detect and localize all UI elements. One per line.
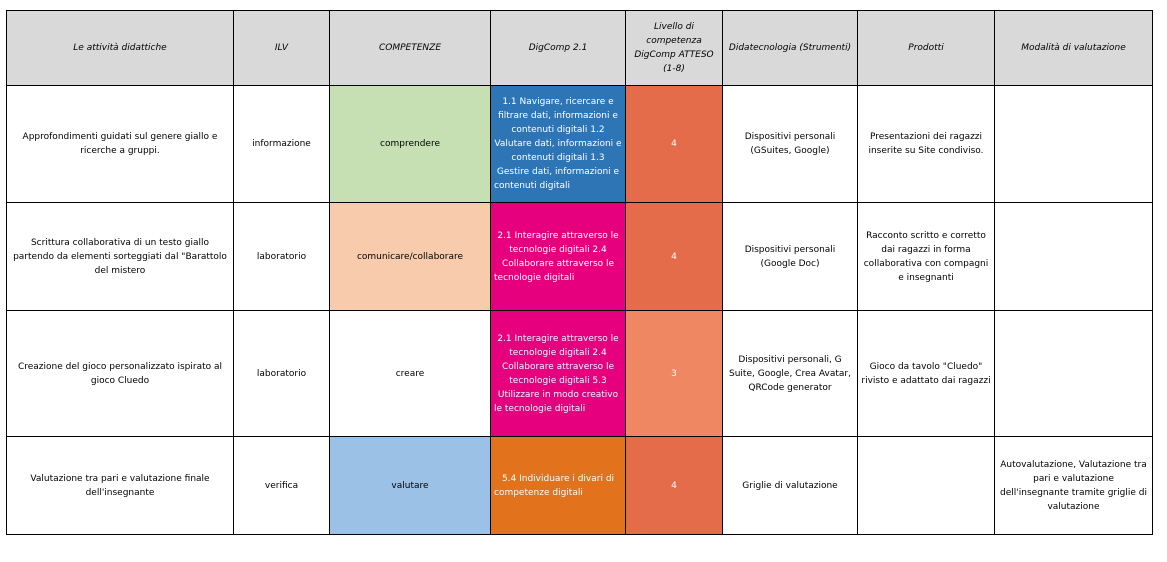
header-ilv: ILV — [234, 11, 330, 86]
competenza-cell: valutare — [330, 437, 491, 535]
tech-cell: Griglie di valutazione — [723, 437, 858, 535]
digcomp-cell: 5.4 Individuare i divari di competenze digitali — [491, 437, 626, 535]
table-row — [7, 437, 1153, 535]
products-cell — [858, 437, 995, 535]
products-cell: Gioco da tavolo "Cluedo" rivisto e adattato dai ragazzi — [858, 311, 995, 437]
tech-cell: Dispositivi personali (Google Doc) — [723, 203, 858, 311]
level-cell: 4 — [626, 86, 723, 203]
activity-cell: Approfondimenti guidati sul genere giallo e ricerche a gruppi. — [7, 86, 234, 203]
ilv-cell: informazione — [234, 86, 330, 203]
competency-table — [6, 10, 1153, 535]
assessment-cell — [995, 86, 1153, 203]
level-cell: 4 — [626, 203, 723, 311]
activity-cell: Creazione del gioco personalizzato ispirato al gioco Cluedo — [7, 311, 234, 437]
header-assessment: Modalità di valutazione — [995, 11, 1153, 86]
header-tech: Didatecnologia (Strumenti) — [723, 11, 858, 86]
table-row — [7, 86, 1153, 203]
level-cell: 3 — [626, 311, 723, 437]
competenza-cell: comunicare/collaborare — [330, 203, 491, 311]
assessment-cell — [995, 311, 1153, 437]
level-cell: 4 — [626, 437, 723, 535]
header-products: Prodotti — [858, 11, 995, 86]
digcomp-cell: 1.1 Navigare, ricercare e filtrare dati, informazioni e contenuti digitali 1.2 Valutare dati, informazioni e contenuti digitali 1.3 Gestire dati, informazioni e contenuti digitali — [491, 86, 626, 203]
products-cell: Presentazioni dei ragazzi inserite su Site condiviso. — [858, 86, 995, 203]
table-row — [7, 311, 1153, 437]
ilv-cell: verifica — [234, 437, 330, 535]
header-row — [7, 11, 1153, 86]
digcomp-cell: 2.1 Interagire attraverso le tecnologie digitali 2.4 Collaborare attraverso le tecnologie digitali — [491, 203, 626, 311]
tech-cell: Dispositivi personali, G Suite, Google, Crea Avatar, QRCode generator — [723, 311, 858, 437]
products-cell: Racconto scritto e corretto dai ragazzi in forma collaborativa con compagni e insegnanti — [858, 203, 995, 311]
activity-cell: Scrittura collaborativa di un testo giallo partendo da elementi sorteggiati dal "Barattolo del mistero — [7, 203, 234, 311]
competenza-cell: creare — [330, 311, 491, 437]
header-level: Livello di competenza DigComp ATTESO (1-8) — [626, 11, 723, 86]
activity-cell: Valutazione tra pari e valutazione finale dell'insegnante — [7, 437, 234, 535]
competenza-cell: comprendere — [330, 86, 491, 203]
ilv-cell: laboratorio — [234, 203, 330, 311]
assessment-cell — [995, 203, 1153, 311]
digcomp-cell: 2.1 Interagire attraverso le tecnologie digitali 2.4 Collaborare attraverso le tecnologie digitali 5.3 Utilizzare in modo creativo le tecnologie digitali — [491, 311, 626, 437]
table-row — [7, 203, 1153, 311]
tech-cell: Dispositivi personali (GSuites, Google) — [723, 86, 858, 203]
ilv-cell: laboratorio — [234, 311, 330, 437]
assessment-cell: Autovalutazione, Valutazione tra pari e valutazione dell'insegnante tramite griglie di valutazione — [995, 437, 1153, 535]
header-activities: Le attività didattiche — [7, 11, 234, 86]
header-digcomp: DigComp 2.1 — [491, 11, 626, 86]
header-competenze: COMPETENZE — [330, 11, 491, 86]
